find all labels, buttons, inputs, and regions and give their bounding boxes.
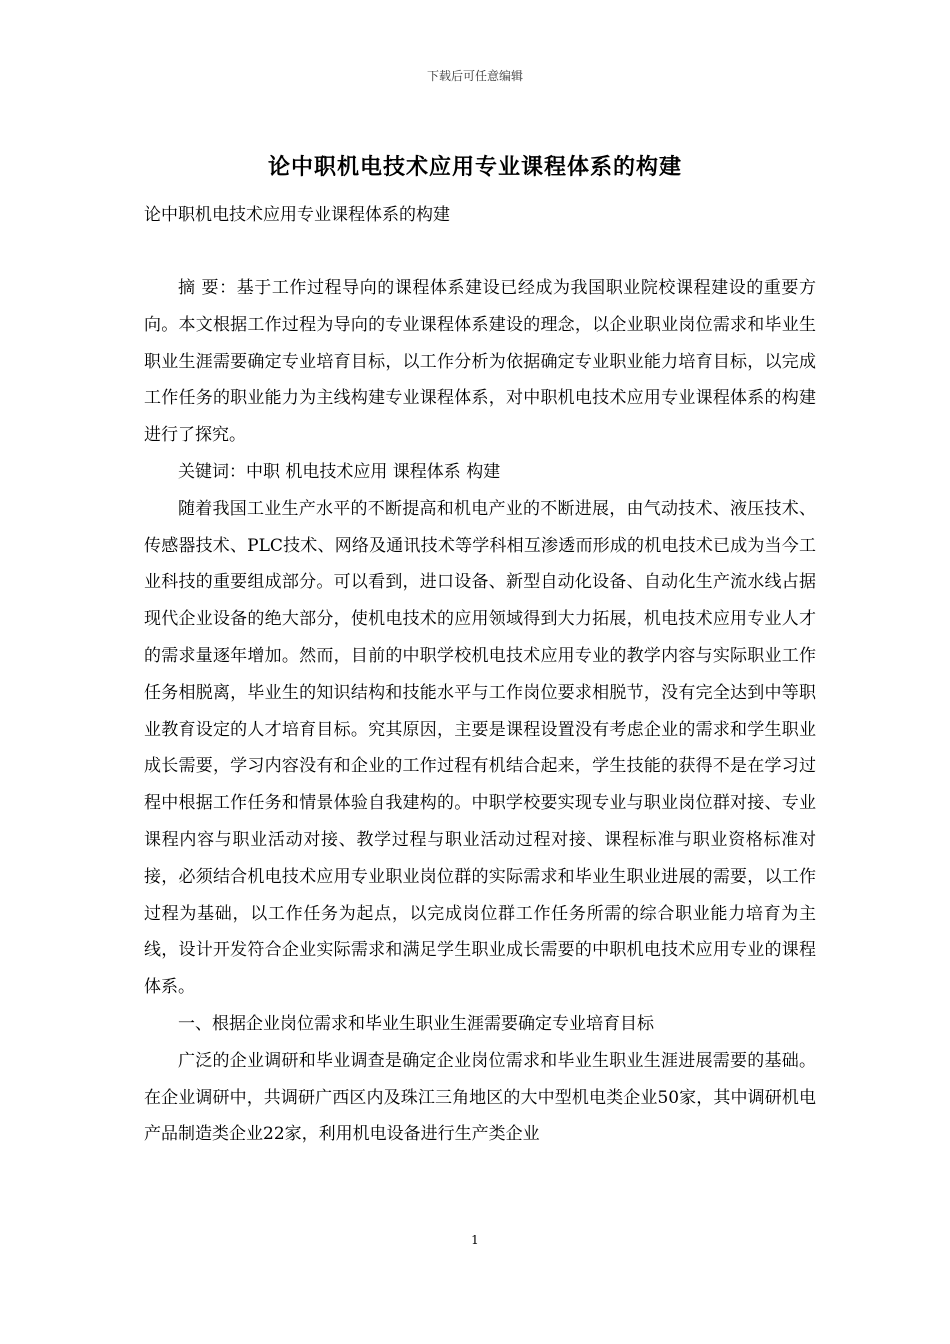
document-subtitle: 论中职机电技术应用专业课程体系的构建 — [144, 205, 450, 225]
document-title: 论中职机电技术应用专业课程体系的构建 — [267, 154, 682, 180]
body-paragraph: 广泛的企业调研和毕业调查是确定企业岗位需求和毕业生职业生涯进展需要的基础。在企业调研中，共调研广西区内及珠江三角地区的大中型机电类企业50家，其中调研机电产品制造类企业22家，利用机电设备进行生产类企业 — [144, 1050, 816, 1145]
body-paragraph: 随着我国工业生产水平的不断提高和机电产业的不断进展，由气动技术、液压技术、传感器技术、PLC技术、网络及通讯技术等学科相互渗透而形成的机电技术已成为当今工业科技的重要组成部分。可以看到，进口设备、新型自动化设备、自动化生产流水线占据现代企业设备的绝大部分，使机电技术的应用领域得到大力拓展，机电技术应用专业人才的需求量逐年增加。然而，目前的中职学校机电技术应用专业的教学内容与实际职业工作任务相脱离，毕业生的知识结构和技能水平与工作岗位要求相脱节，没有完全达到中等职业教育设定的人才培育目标。究其原因，主要是课程设置没有考虑企业的需求和学生职业成长需要，学习内容没有和企业的工作过程有机结合起来，学生技能的获得不是在学习过程中根据工作任务和情景体验自我建构的。中职学校要实现专业与职业岗位群对接、专业课程内容与职业活动对接、教学过程与职业活动过程对接、课程标准与职业资格标准对接，必须结合机电技术应用专业职业岗位群的实际需求和毕业生职业进展的需要，以工作过程为基础，以工作任务为起点，以完成岗位群工作任务所需的综合职业能力培育为主线，设计开发符合企业实际需求和满足学生职业成长需要的中职机电技术应用专业的课程体系。 — [144, 498, 816, 998]
abstract-paragraph: 摘 要：基于工作过程导向的课程体系建设已经成为我国职业院校课程建设的重要方向。本文根据工作过程为导向的专业课程体系建设的理念，以企业职业岗位需求和毕业生职业生涯需要确定专业培育目标，以工作分析为依据确定专业职业能力培育目标，以完成工作任务的职业能力为主线构建专业课程体系，对中职机电技术应用专业课程体系的构建进行了探究。 — [144, 278, 816, 446]
page-number: 1 — [471, 1233, 479, 1247]
page-header-note: 下载后可任意编辑 — [426, 69, 523, 83]
document-body — [144, 270, 816, 1153]
keywords-paragraph: 关键词：中职 机电技术应用 课程体系 构建 — [178, 461, 501, 482]
section-heading: 一、根据企业岗位需求和毕业生职业生涯需要确定专业培育目标 — [178, 1013, 654, 1034]
